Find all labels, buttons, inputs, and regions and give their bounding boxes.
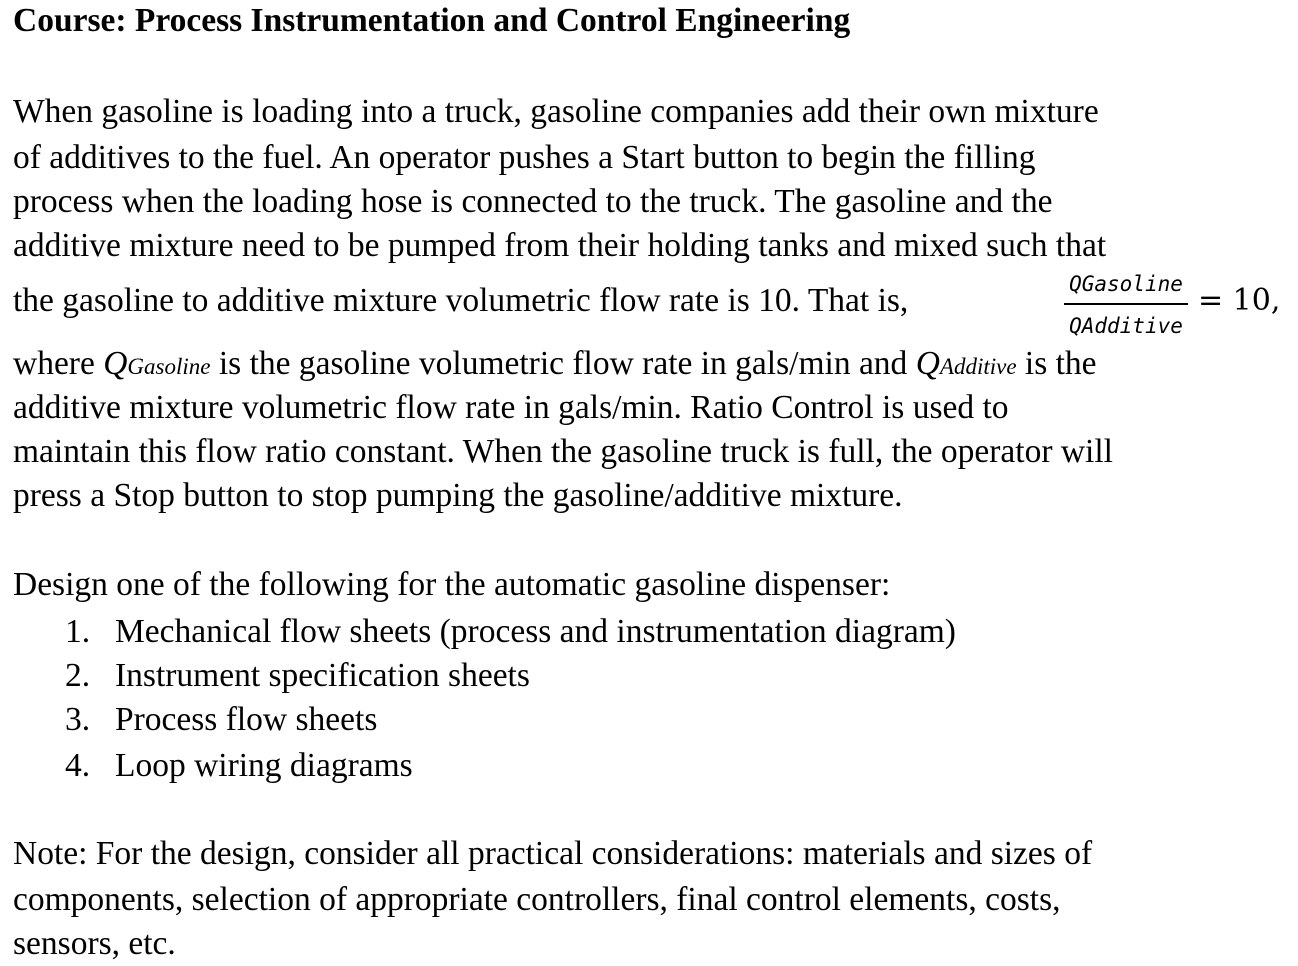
text-segment: is the [1016,345,1097,382]
paragraph-line: of additives to the fuel. An operator pushes a Start button to begin the filling [13,139,1036,176]
paragraph-line: additive mixture need to be pumped from their holding tanks and mixed such that [13,227,1107,264]
list-item [65,746,413,786]
paragraph-line: the gasoline to additive mixture volumetric flow rate is 10. That is, [13,282,909,319]
list-text: Process flow sheets [115,701,378,738]
text-segment: is the gasoline volumetric flow rate in gals/min and [210,345,916,382]
q-gasoline-symbol [103,345,210,382]
list-text: Mechanical flow sheets (process and instrumentation diagram) [115,613,956,650]
flow-ratio-fraction [1064,270,1188,340]
paragraph-line: When gasoline is loading into a truck, gasoline companies add their own mixture [13,93,1099,130]
list-text: Instrument specification sheets [115,657,530,694]
course-title: Course: Process Instrumentation and Control Engineering [13,2,851,39]
list-number: 2. [65,657,91,694]
list-number: 4. [65,747,91,784]
list-number: 3. [65,701,91,738]
list-item [65,612,956,652]
note-line: components, selection of appropriate controllers, final control elements, costs, [13,881,1061,918]
q-symbol: Q [915,345,940,382]
paragraph-line: process when the loading hose is connected to the truck. The gasoline and the [13,183,1053,220]
paragraph-line: additive mixture volumetric flow rate in gals/min. Ratio Control is used to [13,389,1009,426]
note-line: Note: For the design, consider all practical considerations: materials and sizes of [13,835,1093,872]
list-item [65,700,377,740]
ratio-equals-value: = 10, [1198,283,1281,318]
list-item [65,656,530,696]
paragraph-line: maintain this flow ratio constant. When the gasoline truck is full, the operator will [13,433,1113,470]
list-text: Loop wiring diagrams [115,747,413,784]
q-symbol: Q [103,345,128,382]
paragraph-line [13,344,1097,387]
q-subscript: Gasoline [127,354,211,379]
paragraph-line: press a Stop button to stop pumping the gasoline/additive mixture. [13,477,903,514]
q-additive-symbol [916,345,1017,382]
q-subscript: Additive [939,354,1017,379]
fraction-bar [1064,303,1188,305]
ratio-denominator: QAdditive [1069,314,1183,338]
design-intro: Design one of the following for the automatic gasoline dispenser: [13,566,891,603]
list-number: 1. [65,613,91,650]
note-line: sensors, etc. [13,925,176,962]
text-segment: where [13,345,104,382]
ratio-numerator: QGasoline [1069,272,1183,296]
